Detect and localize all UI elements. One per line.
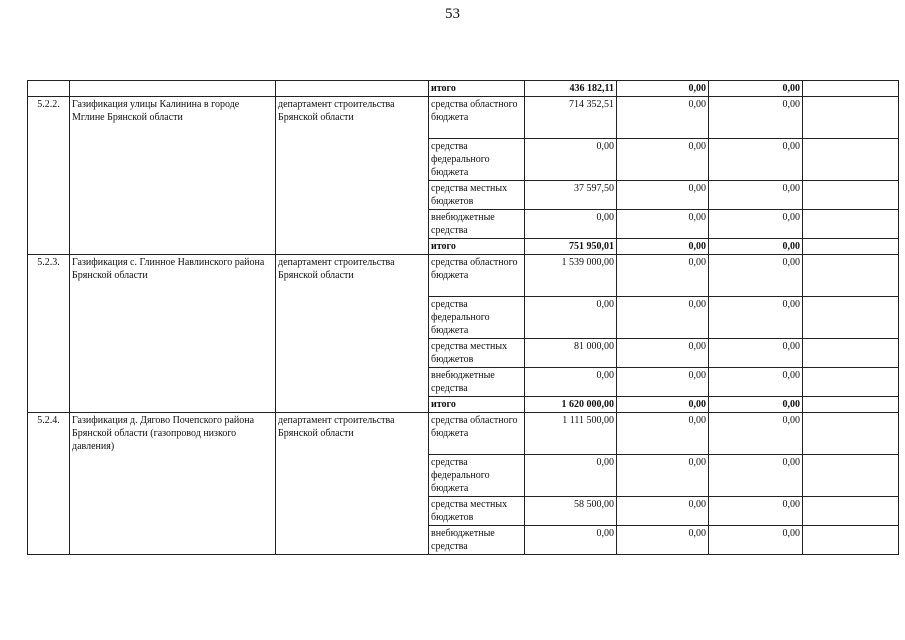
value-1: 0,00 bbox=[525, 526, 617, 555]
table-row bbox=[28, 255, 899, 297]
value-3: 0,00 bbox=[709, 397, 803, 413]
total-value-2: 0,00 bbox=[617, 81, 709, 97]
project-name: Газификация улицы Калинина в городе Мглине Брянской области bbox=[70, 97, 276, 255]
project-code: 5.2.2. bbox=[28, 97, 70, 255]
funding-source: средства местных бюджетов bbox=[429, 497, 525, 526]
funding-source: итого bbox=[429, 239, 525, 255]
empty-cell bbox=[803, 413, 899, 455]
value-2: 0,00 bbox=[617, 397, 709, 413]
empty-cell bbox=[803, 339, 899, 368]
empty-cell bbox=[803, 526, 899, 555]
value-1: 0,00 bbox=[525, 368, 617, 397]
empty-cell bbox=[803, 97, 899, 139]
value-3: 0,00 bbox=[709, 497, 803, 526]
value-2: 0,00 bbox=[617, 497, 709, 526]
funding-source: средства местных бюджетов bbox=[429, 181, 525, 210]
value-3: 0,00 bbox=[709, 368, 803, 397]
value-2: 0,00 bbox=[617, 368, 709, 397]
funding-source: средства областного бюджета bbox=[429, 413, 525, 455]
funding-table bbox=[27, 80, 899, 555]
value-2: 0,00 bbox=[617, 181, 709, 210]
value-2: 0,00 bbox=[617, 413, 709, 455]
page-number: 53 bbox=[445, 6, 460, 22]
value-3: 0,00 bbox=[709, 255, 803, 297]
project-code: 5.2.3. bbox=[28, 255, 70, 413]
value-1: 0,00 bbox=[525, 210, 617, 239]
value-3: 0,00 bbox=[709, 526, 803, 555]
value-3: 0,00 bbox=[709, 181, 803, 210]
funding-source: средства федерального бюджета bbox=[429, 139, 525, 181]
empty-cell bbox=[803, 181, 899, 210]
table-row bbox=[28, 81, 899, 97]
value-1: 81 000,00 bbox=[525, 339, 617, 368]
total-label: итого bbox=[429, 81, 525, 97]
empty-cell bbox=[803, 397, 899, 413]
value-2: 0,00 bbox=[617, 97, 709, 139]
total-value-1: 436 182,11 bbox=[525, 81, 617, 97]
empty-cell bbox=[803, 255, 899, 297]
value-3: 0,00 bbox=[709, 239, 803, 255]
empty-cell bbox=[803, 368, 899, 397]
value-2: 0,00 bbox=[617, 239, 709, 255]
project-name: Газификация д. Дягово Почепского района Брянской области (газопровод низкого давления) bbox=[70, 413, 276, 555]
value-1: 0,00 bbox=[525, 297, 617, 339]
project-code: 5.2.4. bbox=[28, 413, 70, 555]
funding-source: средства местных бюджетов bbox=[429, 339, 525, 368]
empty-cell bbox=[803, 239, 899, 255]
value-2: 0,00 bbox=[617, 526, 709, 555]
table-row bbox=[28, 413, 899, 455]
value-3: 0,00 bbox=[709, 455, 803, 497]
value-3: 0,00 bbox=[709, 413, 803, 455]
value-1: 0,00 bbox=[525, 455, 617, 497]
funding-source: внебюджетные средства bbox=[429, 368, 525, 397]
funding-source: средства федерального бюджета bbox=[429, 455, 525, 497]
value-2: 0,00 bbox=[617, 139, 709, 181]
value-1: 714 352,51 bbox=[525, 97, 617, 139]
empty-cell bbox=[803, 210, 899, 239]
funding-source: внебюджетные средства bbox=[429, 526, 525, 555]
value-2: 0,00 bbox=[617, 455, 709, 497]
value-1: 1 620 000,00 bbox=[525, 397, 617, 413]
project-executor: департамент строительства Брянской области bbox=[276, 97, 429, 255]
empty-cell bbox=[803, 455, 899, 497]
value-3: 0,00 bbox=[709, 210, 803, 239]
project-name: Газификация с. Глинное Навлинского района Брянской области bbox=[70, 255, 276, 413]
value-1: 58 500,00 bbox=[525, 497, 617, 526]
value-1: 1 111 500,00 bbox=[525, 413, 617, 455]
value-3: 0,00 bbox=[709, 139, 803, 181]
value-1: 1 539 000,00 bbox=[525, 255, 617, 297]
project-executor: департамент строительства Брянской области bbox=[276, 413, 429, 555]
value-1: 751 950,01 bbox=[525, 239, 617, 255]
value-2: 0,00 bbox=[617, 255, 709, 297]
funding-source: средства федерального бюджета bbox=[429, 297, 525, 339]
funding-source: средства областного бюджета bbox=[429, 97, 525, 139]
funding-source: внебюджетные средства bbox=[429, 210, 525, 239]
value-1: 0,00 bbox=[525, 139, 617, 181]
project-executor: департамент строительства Брянской области bbox=[276, 255, 429, 413]
empty-cell bbox=[803, 139, 899, 181]
funding-source: итого bbox=[429, 397, 525, 413]
value-3: 0,00 bbox=[709, 97, 803, 139]
empty-cell bbox=[803, 297, 899, 339]
empty-cell bbox=[803, 497, 899, 526]
value-3: 0,00 bbox=[709, 339, 803, 368]
value-2: 0,00 bbox=[617, 297, 709, 339]
total-value-3: 0,00 bbox=[709, 81, 803, 97]
funding-source: средства областного бюджета bbox=[429, 255, 525, 297]
value-2: 0,00 bbox=[617, 339, 709, 368]
value-3: 0,00 bbox=[709, 297, 803, 339]
value-2: 0,00 bbox=[617, 210, 709, 239]
table-row bbox=[28, 97, 899, 139]
value-1: 37 597,50 bbox=[525, 181, 617, 210]
